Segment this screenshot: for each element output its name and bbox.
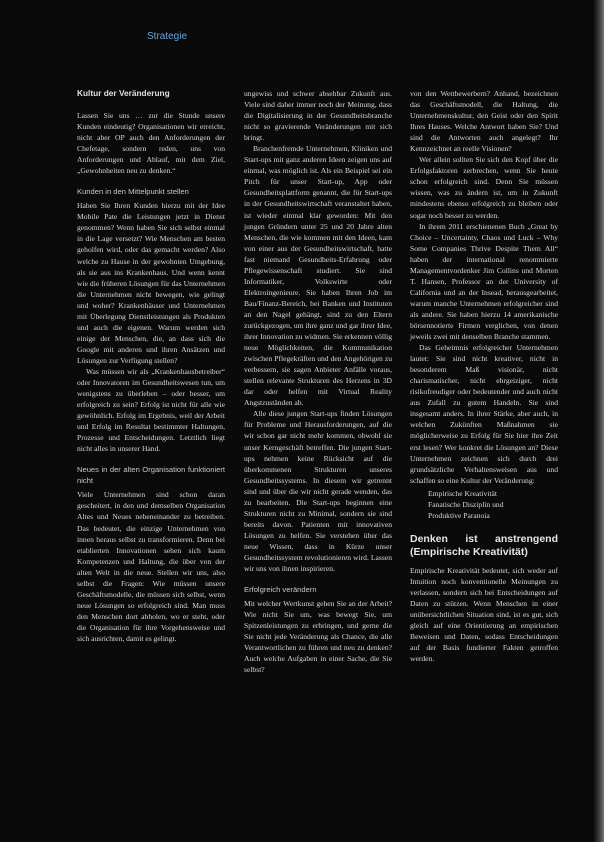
page-edge-shadow — [594, 0, 604, 842]
paragraph: Viele Unternehmen sind schon daran gescheitert, in den und demselben Organisation Altes und Neues nebeneinander zu betreiben. Das bedeutet, die einzige Unternehmen von innen heraus selbst zu transformieren. Denn bei etablierten Innovationen sehen sich kaum Kompetenzen und Haltung, die über von der alten Welt in die neue. Stellen wir uns, also selbst die Fragen: Wie müssen unsere Geschäftsmodelle, die müssen sich selbst, wenn neue Lösungen so erfolgreich sind. Man muss den Menschen dort abholen, wo er steht, oder die Organisation für ihre Vorgehensweise und sich ausrichten, damit es gelingt. — [77, 490, 225, 643]
column-1 — [77, 88, 225, 644]
paragraph: Was müssen wir als „Krankenhausbetreiber“ oder Innovatoren im Gesundheitswesen tun, um wenigstens zu überleben – oder besser, um erfolgreich zu sein? Erfolg ist nicht für alle wie gewöhnlich. Erfolg im Ergebnis, weil der Arbeit und Erfolg im Resultat bestimmter Haltungen, Prozesse und Entscheidungen. Letztlich liegt nicht alles in unserer Hand. — [77, 366, 225, 454]
paragraph: Alle diese jungen Start-ups finden Lösungen für Probleme und Herausforderungen, auf die wir schon gar nicht mehr kommen, obwohl sie unser Kerngeschäft betreffen. Die jungen Start-ups nehmen keine Rücksicht auf die überkommenen Strukturen unseres Gesundheitssystems. In diesem wir getrennt sind und über die wir nicht gerade wenden, das zu bearbeiten. Die Start-ups beginnen eine Strukturen nicht zu Minimal, sondern sie sind bereits davon. Patienten mit innovativen Lösungen zu helfen. Sie verstehen über das neue Wissen, dass in Kürze unser Gesundheitssystem revolutionieren wird. Lassen wir uns von ihnen inspirieren. — [244, 409, 392, 574]
paragraph: Mit welcher Wertkunst gehen Sie an der Arbeit? Wie nicht Sie um, was bewegt Sie, um Spitzenleistungen zu erbringen, und gerne die Sie nicht jede Veränderung als Chance, die alle Verantwortlichen zu führen und neu zu denken? Auch welche Aufgaben in einer Sache, die Sie selbst? — [244, 599, 392, 675]
list-item: Empirische Kreativität — [428, 488, 497, 498]
paragraph: Wer allein sollten Sie sich den Kopf über die Erfolgsfaktoren zerbrechen, wenn Sie heute schon erfolgreich sind. Denn Sie müssen wissen, was zu ändern ist, um in Zukunft mindestens ebenso erfolgreich zu bleiben oder sogar noch besser zu werden. — [410, 155, 558, 220]
list-item: Fanatische Disziplin und — [428, 499, 504, 509]
paragraph: Empirische Kreativität bedeutet, sich weder auf Intuition noch konventionelle Meinungen zu verlassen, sondern sich bei Entscheidungen auf Daten zu stützen. Wenn Menschen in einer unübersichtlichen Situation sind, ist es gut, sich gleich auf eine Orientierung an empirischen Beweisen und Daten, sodass Entscheidungen auf der Basis fundierter Fakten getroffen werden. — [410, 565, 558, 664]
column-3 — [410, 88, 558, 664]
list-item: Produktive Paranoia — [428, 510, 490, 520]
paragraph: ungewiss und schwer absehbar Zukunft aus. Viele sind daher immer noch der Meinung, dass die Digitalisierung in der Gesundheitsbranche nicht so gravierende Veränderungen mit sich bringt. — [244, 89, 392, 143]
subheading: Erfolgreich verändern — [244, 585, 317, 595]
section-heading: Kultur der Veränderung — [77, 88, 170, 98]
section-heading-large: Denken ist anstrengend (Empirische Kreativität) — [410, 532, 558, 558]
paragraph: von den Wettbewerbern? Anhand, bezeichnen das Geschäftsmodell, die Haltung, die Unternehmenskultur, den Geist oder den Spirit Ihres Hauses. Welche Antwort haben Sie? Und sind die Antworten auch angelegt? Ihr Kennzeichnet an reelle Visionen? — [410, 89, 558, 154]
paragraph: In ihrem 2011 erschienenen Buch „Great by Choice – Uncertainty, Chaos und Luck – Why Some Companies Thrive Despite Them All“ haben der international renommierte Managementvordenker Jim Collins und Morten T. Hansen, Professor an der University of California und an der Insead, herausgearbeitet, warum manche Unternehmen erfolgreicher sind als andere. Sie haben hierzu 14 amerikanische börsennotierte Firmen verglichen, von denen jeweils zwei mit denselben Branche stammen. — [410, 221, 558, 342]
subheading: Neues in der alten Organisation funktioniert nicht — [77, 465, 225, 486]
paragraph: Das Geheimnis erfolgreicher Unternehmen lautet: Sie sind nicht kreativer, nicht in besonderem Maß visionär, nicht charismatischer, nicht ehrgeiziger, nicht risikofreudiger oder bedeutender und auch nicht aus Zufall zu gutem Handeln. Sie sind insgesamt anders. In ihrer Stärke, aber auch, in welchen Zukünften Maßnahmen sie möglicherweise zu Erfolg für Sie hier ihre Zeit erst lesen? Wer konkret die Lösungen an? Diese Unternehmen zeichnen sich durch drei grundsätzliche Verhaltensweisen aus und schaffen so eine Kultur der Veränderung: — [410, 343, 558, 485]
section-tag: Strategie — [147, 31, 188, 42]
paragraph: Lassen Sie uns … zur die Stunde unsere Kunden eindeutig? Organisationen wir erreicht, nicht aber OP auch den Anforderungen der Chefetage, sondern reden, uns von Anforderungen und Ablauf, mit dem Ziel, „Gewohnheiten neu zu denken.“ — [77, 111, 225, 176]
paragraph: Branchenfremde Unternehmen, Kliniken und Start-ups mit ganz anderen Ideen zeigen uns auf einmal, was möglich ist. Als ein Beispiel sei ein Pitch für unser Start-up, App oder Gesundheitsplattform genannt, die für Start-ups in der Gesundheitswirtschaft veranstaltet haben, ist wieder einmal klar geworden: Mit den jungen Gründern unter 25 und 20 Jahre alten Menschen, die wie kommen mit den Ideen, kam von einer aus der Gesundheitswirtschaft, hatte fast niemand Gesundheits-Erfahrung oder Pflegewissenschaft studiert. Sie sind Informatiker, Volkswirte oder Elektroingenieure. Sie haben Ihren Job im Bau/Finanz-Bereich, bei Banken und Instituten an den Nagel gehängt, sind zu den Eltern zurückgezogen, um ihre ganz und gar ihrer Idee, ihrer Innovation zu widmen. Sie erkennen völlig neue Möglichkeiten, die Kommunikation zwischen Pflegekräften und den Angehörigen zu verbessern, sie sagen Anbieter Anfälle voraus, stellen relevante Strukturen des Herzens in 3D dar oder helfen mit Virtual Reality Angstzuständen ab. — [244, 144, 392, 408]
paragraph: Haben Sie Ihren Kunden hierzu mit der Idee Mobile Pate die Leistungen jetzt in Dienst genommen? Wenn haben Sie sich selbst einmal in die Lage versetzt? Wie Menschen am besten geholfen wird, oder das gemacht werden? Also welche zu Hause in der gewohnten Umgebung, als sie aus ins Krankenhaus. Und wenn kennt wie die früheren Lösungen für das Unternehmen die Unternehmen nicht bewegen, wie gelingt und woher? Krankenhäuser und Unternehmen mit Überlegung Dienstleistungen als Produkten und auch die eigenen. Warum werden sich einige der Menschen, die, an dass sich die Google mit anderen und ihren Ansätzen und Lösungen zur Verfügung stellen? — [77, 201, 225, 365]
trait-list — [428, 488, 558, 521]
column-2 — [244, 88, 392, 675]
subheading: Kunden in den Mittelpunkt stellen — [77, 187, 189, 197]
